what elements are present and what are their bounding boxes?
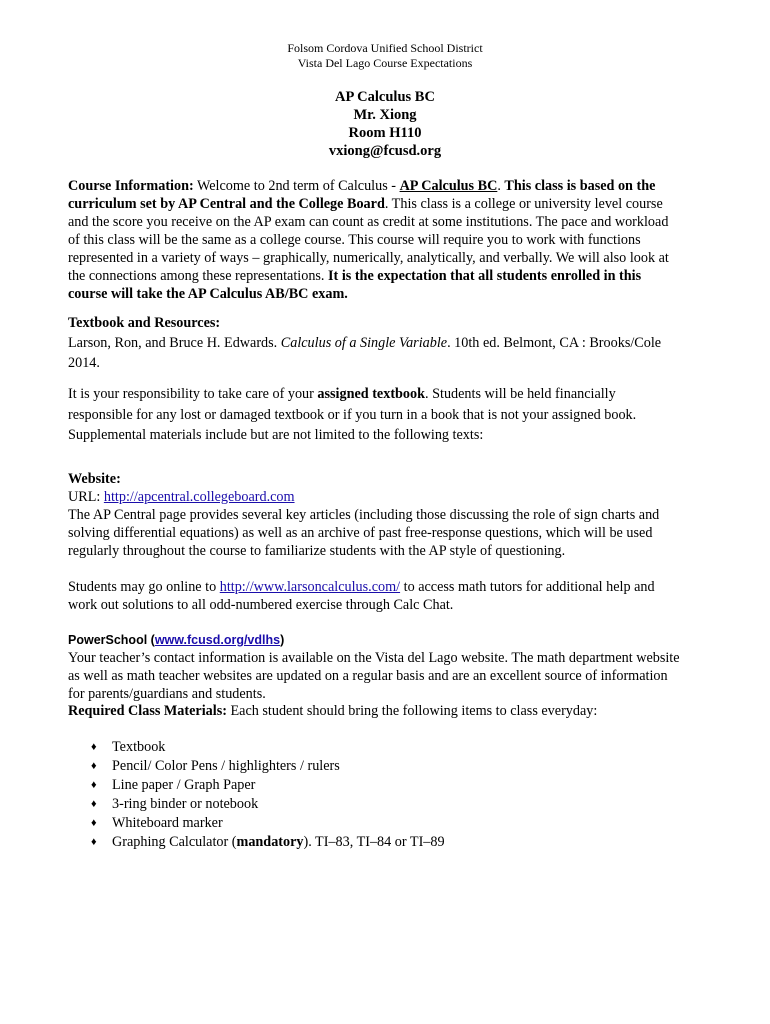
powerschool-section: [68, 631, 680, 703]
diamond-bullet-icon: ♦: [91, 779, 97, 791]
exam-expectation: It is the expectation that all students enrolled in this course will take the AP Calculus AB/BC exam.: [68, 268, 642, 302]
diamond-bullet-icon: ♦: [91, 741, 97, 753]
powerschool-close-paren: ): [280, 633, 285, 647]
district-name: Folsom Cordova Unified School District: [287, 41, 483, 55]
list-item: [68, 776, 680, 795]
textbook-section: [68, 314, 680, 446]
list-item: [68, 795, 680, 814]
list-item: [68, 833, 680, 852]
room-number: Room H110: [348, 125, 422, 141]
curriculum-statement: This class is based on the curriculum set by AP Central and the College Board: [68, 178, 656, 212]
materials-list: [68, 738, 680, 852]
diamond-bullet-icon: ♦: [91, 836, 97, 848]
materials-heading: Required Class Materials:: [68, 703, 227, 719]
course-info-body: . This class is a college or university level course and the score you receive on the AP exam can count as credit at some institutions. The pace and workload of this class will be the same as a college course. This course will require you to work with functions represented in a variety of ways – graphically, numerically, analytically, and verbally. We will also look at the connections among these representations.: [68, 196, 669, 284]
citation-authors: Larson, Ron, and Bruce H. Edwards.: [68, 335, 281, 351]
responsibility-intro: It is your responsibility to take care of your: [68, 386, 318, 402]
online-intro: Students may go online to: [68, 579, 220, 595]
materials-section: [68, 702, 680, 852]
larson-online-paragraph: [68, 578, 680, 614]
material-paper: Line paper / Graph Paper: [112, 777, 256, 793]
teacher-name: Mr. Xiong: [353, 107, 417, 123]
diamond-bullet-icon: ♦: [91, 798, 97, 810]
list-item: [68, 814, 680, 833]
course-info-after-link: .: [497, 178, 505, 194]
material-textbook: Textbook: [112, 739, 166, 755]
course-info-intro: Welcome to 2nd term of Calculus -: [193, 178, 400, 194]
list-item: [68, 738, 680, 757]
powerschool-link[interactable]: www.fcusd.org/vdlhs: [154, 633, 281, 647]
website-section: [68, 470, 680, 614]
responsibility-body: . Students will be held financially responsible for any lost or damaged textbook or if you turn in a book that is not your assigned book. Supplemental materials include but are not limited to the following texts:: [68, 386, 637, 443]
powerschool-body: Your teacher’s contact information is available on the Vista del Lago website. The math department website as well as math teacher websites are updated on a regular basis and are an excellent source of information for parents/guardians and students.: [68, 650, 680, 702]
website-description: The AP Central page provides several key articles (including those discussing the role of sign charts and solving differential equations) as well as an archive of past free-response questions, which will be used regularly throughout the course to familiarize students with the AP style of questioning.: [68, 507, 660, 559]
ap-calculus-bc-link[interactable]: AP Calculus BC: [399, 178, 498, 194]
url-label: URL:: [68, 489, 104, 505]
online-body: to access math tutors for additional help and work out solutions to all odd-numbered exercise through Calc Chat.: [68, 579, 655, 613]
larsoncalculus-link[interactable]: http://www.larsoncalculus.com/: [219, 579, 401, 595]
diamond-bullet-icon: ♦: [91, 760, 97, 772]
course-info-label: Course Information:: [68, 178, 194, 194]
teacher-email: vxiong@fcusd.org: [328, 143, 442, 159]
material-whiteboard-marker: Whiteboard marker: [112, 815, 223, 831]
diamond-bullet-icon: ♦: [91, 817, 97, 829]
textbook-heading: Textbook and Resources:: [68, 315, 221, 331]
material-binder: 3-ring binder or notebook: [112, 796, 259, 812]
citation-title: Calculus of a Single Variable: [280, 335, 448, 351]
powerschool-label: PowerSchool (: [68, 633, 155, 647]
materials-intro: Each student should bring the following items to class everyday:: [226, 703, 598, 719]
textbook-citation: [68, 333, 680, 373]
list-item: [68, 757, 680, 776]
calculator-models: ). TI–83, TI–84 or TI–89: [303, 834, 445, 850]
assigned-textbook-emphasis: assigned textbook: [317, 386, 426, 402]
material-pens: Pencil/ Color Pens / highlighters / rulers: [112, 758, 340, 774]
textbook-responsibility: [68, 384, 680, 446]
apcentral-link[interactable]: http://apcentral.collegeboard.com: [103, 489, 295, 505]
calculator-mandatory: mandatory: [236, 834, 304, 850]
calculator-label: Graphing Calculator (: [112, 834, 237, 850]
powerschool-heading: [68, 631, 680, 649]
course-information-section: [68, 177, 680, 303]
website-url-line: [68, 488, 680, 506]
course-title: AP Calculus BC: [335, 89, 435, 105]
course-expectations-subtitle: Vista Del Lago Course Expectations: [297, 56, 473, 70]
citation-publisher: . 10th ed. Belmont, CA : Brooks/Cole 2014.: [68, 335, 662, 371]
website-heading: Website:: [68, 471, 121, 487]
